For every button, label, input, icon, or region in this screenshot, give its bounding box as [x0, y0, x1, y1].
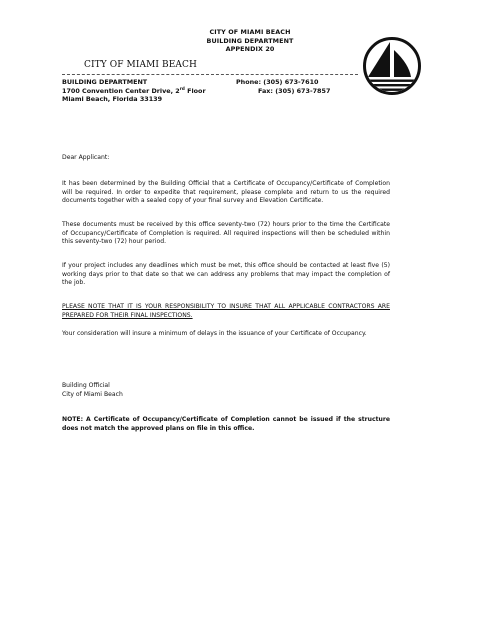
paragraph-contractor-notice: PLEASE NOTE THAT IT IS YOUR RESPONSIBILITY TO INSURE THAT ALL APPLICABLE CONTRACTORS ARE PREPARED FOR THEIR FINAL INSPECTIONS.: [62, 303, 390, 319]
header-line-city: CITY OF MIAMI BEACH: [209, 28, 291, 36]
contact-block: [236, 78, 330, 95]
document-header: [150, 28, 350, 54]
paragraph-requirement: It has been determined by the Building Official that a Certificate of Occupancy/Certificate of Completion will be required. In order to expedite that requirement, please complete and return to us the required documents together with a sealed copy of your final survey and Elevation Certificate.: [62, 180, 390, 204]
paragraph-deadlines: If your project includes any deadlines which must be met, this office should be contacted at least five (5) working days prior to that date so that we can address any problems that may impact the completion of the job.: [62, 262, 390, 286]
street-address: 1700 Convention Center Drive, 2rd Floor: [62, 86, 206, 95]
city-state-zip: Miami Beach, Florida 33139: [62, 95, 163, 104]
fax-number: Fax: (305) 673-7857: [258, 86, 331, 95]
closing-note: NOTE: A Certificate of Occupancy/Certificate of Completion cannot be issued if the structure does not match the approved plans on file in this office.: [62, 416, 390, 432]
salutation: Dear Applicant:: [62, 154, 110, 161]
city-title: CITY OF MIAMI BEACH: [84, 60, 197, 70]
city-logo-icon: [362, 36, 422, 96]
header-line-appendix: APPENDIX 20: [225, 45, 275, 54]
signature-organization: City of Miami Beach: [62, 391, 123, 398]
signature-title: Building Official: [62, 382, 110, 389]
header-divider: [62, 74, 358, 75]
header-line-department: BUILDING DEPARTMENT: [206, 36, 294, 45]
department-name: BUILDING DEPARTMENT: [62, 78, 148, 86]
address-block: [62, 78, 206, 104]
phone-number: Phone: (305) 673-7610: [236, 78, 319, 86]
paragraph-consideration: Your consideration will insure a minimum of delays in the issuance of your Certificate of Occupancy.: [62, 330, 367, 337]
paragraph-timing: These documents must be received by this office seventy-two (72) hours prior to the time the Certificate of Occupancy/Certificate of Completion is required. All required inspections will then be scheduled within this seventy-two (72) hour period.: [62, 221, 390, 245]
